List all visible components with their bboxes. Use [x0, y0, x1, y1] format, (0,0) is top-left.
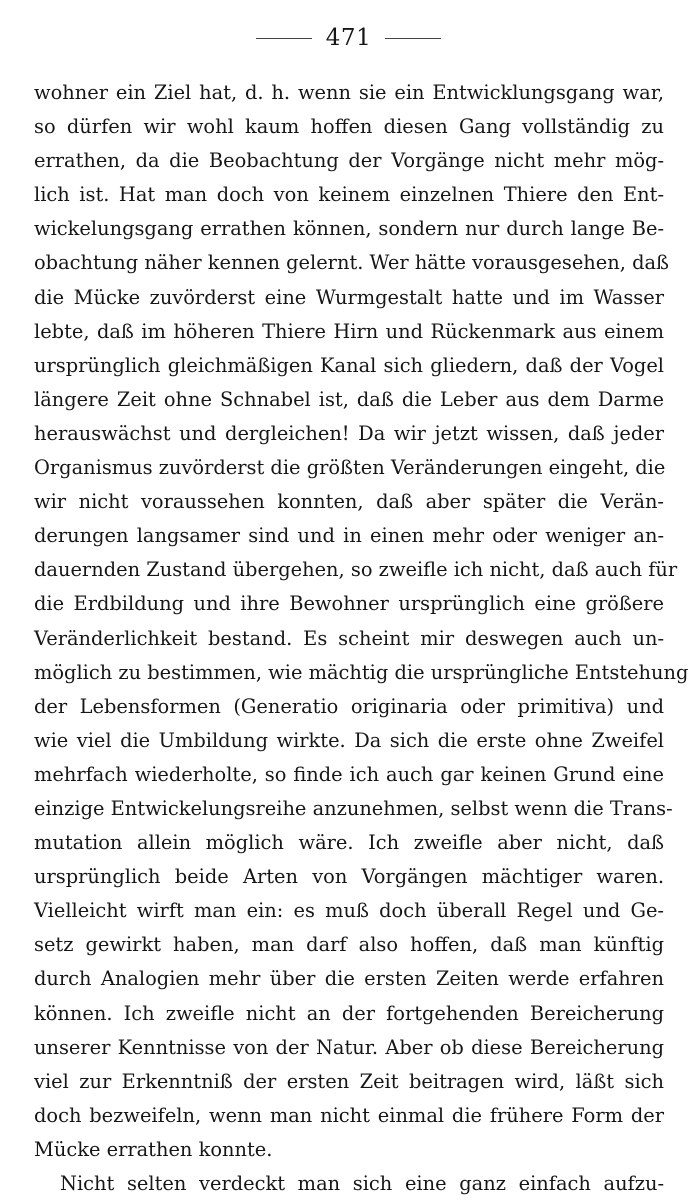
text-line: wie viel die Umbildung wirkte. Da sich die erste ohne Zweifel [34, 728, 664, 752]
text-line: mehrfach wiederholte, so finde ich auch gar keinen Grund eine [34, 762, 664, 786]
text-line-paragraph-end: Mücke errathen konnte. [34, 1137, 273, 1161]
text-line: ursprünglich beide Arten von Vorgängen mächtiger waren. [34, 865, 664, 889]
text-line: die Erdbildung und ihre Bewohner ursprünglich eine größere [34, 592, 664, 616]
text-line: möglich zu bestimmen, wie mächtig die ursprüngliche Entstehung [34, 660, 689, 684]
text-line: doch bezweifeln, wenn man nicht einmal die frühere Form der [34, 1103, 664, 1127]
header-rule-left [256, 38, 312, 39]
text-line: dauernden Zustand übergehen, so zweifle ich nicht, daß auch für [34, 558, 678, 582]
body-text [34, 76, 689, 1201]
text-line: wickelungsgang errathen können, sondern nur durch lange Be- [34, 217, 664, 241]
text-line: unserer Kenntnisse von der Natur. Aber ob diese Bereicherung [34, 1035, 664, 1059]
text-line: Vielleicht wirft man ein: es muß doch überall Regel und Ge- [34, 899, 664, 923]
text-line: einzige Entwickelungsreihe anzunehmen, selbst wenn die Trans- [34, 796, 673, 820]
text-line: Organismus zuvörderst die größten Veränderungen eingeht, die [34, 456, 666, 480]
text-line: Veränderlichkeit bestand. Es scheint mir deswegen auch un- [34, 626, 664, 650]
text-line: können. Ich zweifle nicht an der fortgehenden Bereicherung [34, 1001, 664, 1025]
text-line: obachtung näher kennen gelernt. Wer hätte vorausgesehen, daß [34, 251, 670, 275]
text-line: lich ist. Hat man doch von keinem einzelnen Thiere den Ent- [34, 183, 664, 207]
header-rule-right [385, 38, 441, 39]
text-line: viel zur Erkenntniß der ersten Zeit beitragen wird, läßt sich [34, 1069, 664, 1093]
text-line-paragraph-start: Nicht selten verdeckt man sich eine ganz einfach aufzu- [60, 1172, 664, 1195]
text-line: mutation allein möglich wäre. Ich zweifle aber nicht, daß [34, 831, 664, 855]
text-line: derungen langsamer sind und in einen mehr oder weniger an- [34, 524, 664, 548]
text-line: der Lebensformen (Generatio originaria oder primitiva) und [34, 694, 664, 718]
text-line: längere Zeit ohne Schnabel ist, daß die Leber aus dem Darme [34, 387, 664, 411]
text-line: herauswächst und dergleichen! Da wir jetzt wissen, daß jeder [34, 421, 664, 445]
text-line: wohner ein Ziel hat, d. h. wenn sie ein Entwicklungsgang war, [34, 81, 664, 104]
text-line: die Mücke zuvörderst eine Wurmgestalt hatte und im Wasser [34, 285, 664, 309]
text-line: lebte, daß im höheren Thiere Hirn und Rückenmark aus einem [34, 319, 664, 343]
text-line: durch Analogien mehr über die ersten Zeiten werde erfahren [34, 967, 664, 991]
text-line: so dürfen wir wohl kaum hoffen diesen Gang vollständig zu [34, 115, 664, 139]
text-line: errathen, da die Beobachtung der Vorgänge nicht mehr mög- [34, 149, 664, 173]
text-line: wir nicht voraussehen konnten, daß aber später die Verän- [34, 490, 664, 514]
page-header [0, 20, 697, 56]
page-number: 471 [325, 25, 372, 51]
text-line: ursprünglich gleichmäßigen Kanal sich gliedern, daß der Vogel [34, 353, 664, 377]
text-line: setz gewirkt haben, man darf also hoffen, daß man künftig [34, 933, 664, 957]
